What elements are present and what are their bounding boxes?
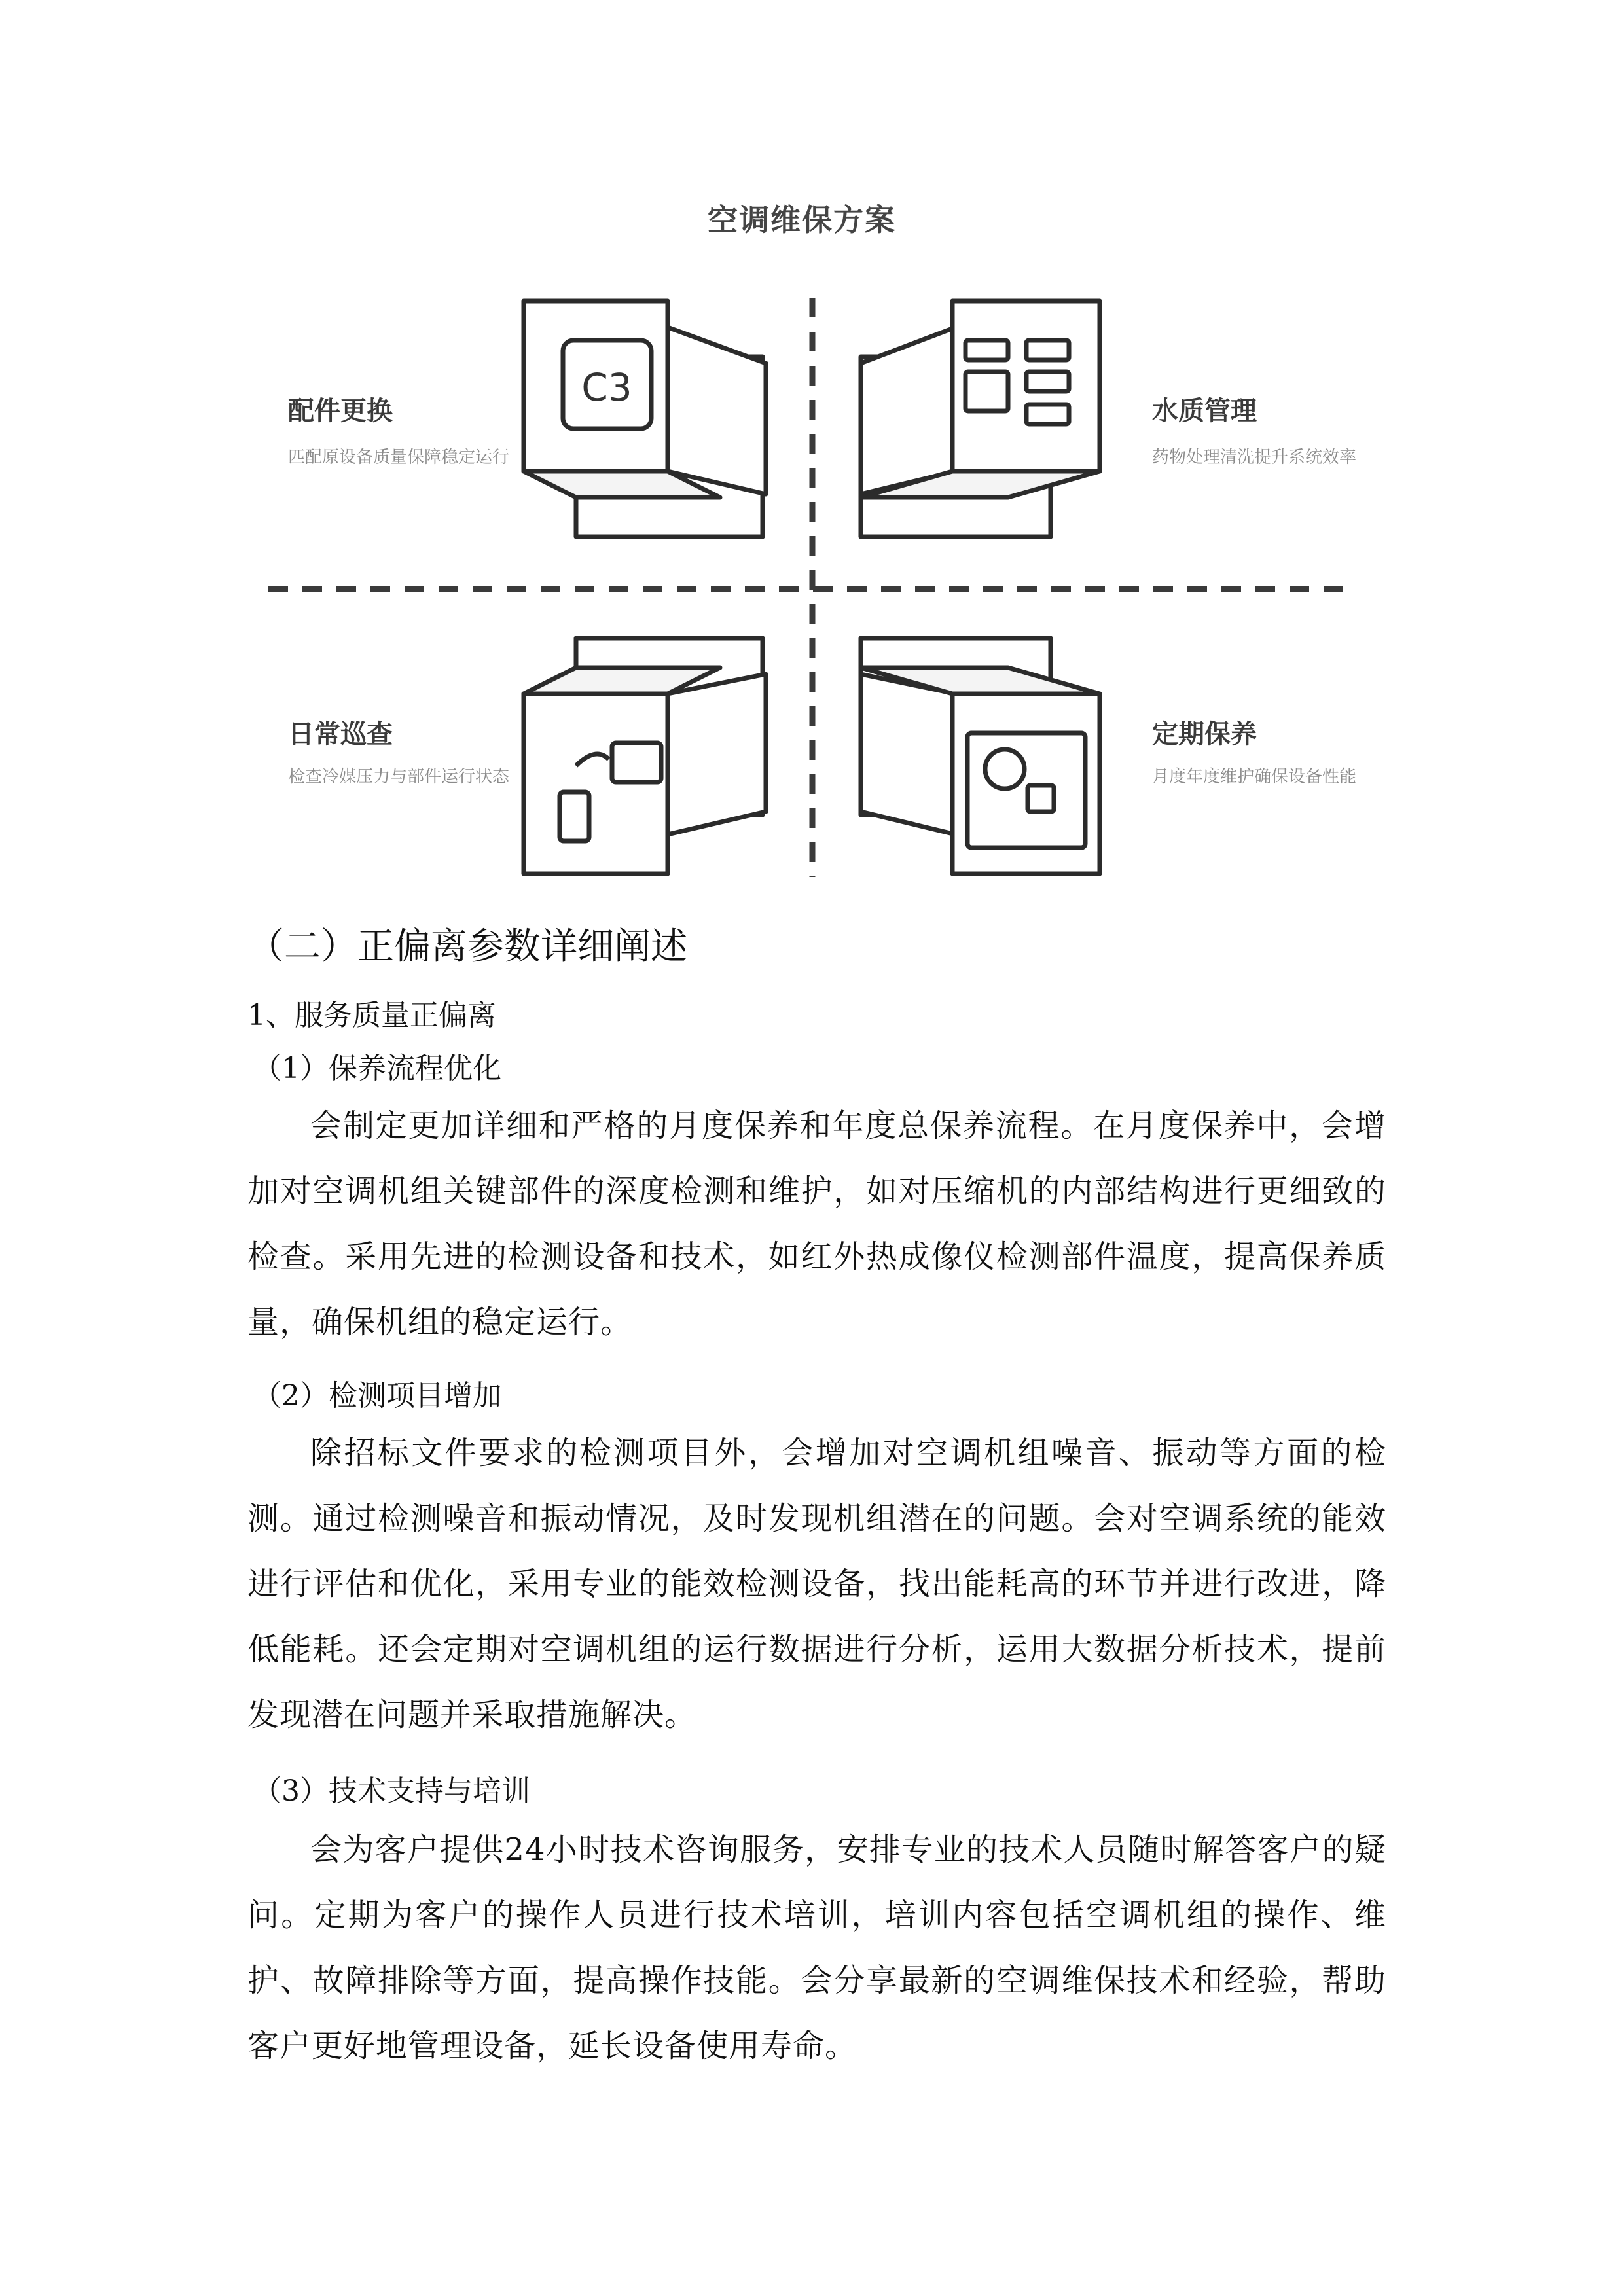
quadrant-desc-water: 药物处理清洗提升系统效率 (1152, 448, 1357, 467)
quadrant-desc-inspection: 检查冷媒压力与部件运行状态 (288, 767, 510, 787)
quadrant-desc-parts: 匹配原设备质量保障稳定运行 (288, 448, 510, 467)
maintenance-diagram (0, 0, 1624, 903)
quadrant-title-maintenance: 定期保养 (1152, 719, 1257, 749)
quadrant-title-inspection: 日常巡查 (288, 719, 393, 749)
c3-icon-label: C3 (581, 365, 632, 410)
item-body-1: 会制定更加详细和严格的月度保养和年度总保养流程。在月度保养中，会增加对空调机组关键部件的深度检测和维护，如对压缩机的内部结构进行更细致的检查。采用先进的检测设备和技术，如红外热成像仪检测部件温度，提高保养质量，确保机组的稳定运行。 (247, 1107, 1386, 1340)
subsection-heading: 1、服务质量正偏离 (247, 999, 496, 1032)
daily-inspection-box-icon (524, 638, 766, 874)
scheduled-maintenance-box-icon (861, 638, 1100, 874)
spare-parts-box-icon (524, 301, 766, 537)
item-heading-1: （1）保养流程优化 (253, 1052, 501, 1085)
item-body-3: 会为客户提供24小时技术咨询服务，安排专业的技术人员随时解答客户的疑问。定期为客户的操作人员进行技术培训，培训内容包括空调机组的操作、维护、故障排除等方面，提高操作技能。会分享最新的空调维保技术和经验，帮助客户更好地管理设备，延长设备使用寿命。 (247, 1831, 1386, 2064)
section-heading: （二）正偏离参数详细阐述 (247, 925, 687, 968)
quadrant-desc-maintenance: 月度年度维护确保设备性能 (1152, 767, 1357, 787)
water-quality-box-icon (861, 301, 1100, 537)
item-body-2: 除招标文件要求的检测项目外，会增加对空调机组噪音、振动等方面的检测。通过检测噪音和振动情况，及时发现机组潜在的问题。会对空调系统的能效进行评估和优化，采用专业的能效检测设备，找出能耗高的环节并进行改进，降低能耗。还会定期对空调机组的运行数据进行分析，运用大数据分析技术，提前发现潜在问题并采取措施解决。 (247, 1435, 1386, 1733)
quadrant-title-parts: 配件更换 (288, 396, 393, 426)
item-heading-2: （2）检测项目增加 (253, 1379, 501, 1412)
item-heading-3: （3）技术支持与培训 (253, 1774, 530, 1808)
diagram-title: 空调维保方案 (708, 202, 896, 238)
quadrant-title-water: 水质管理 (1152, 396, 1257, 426)
